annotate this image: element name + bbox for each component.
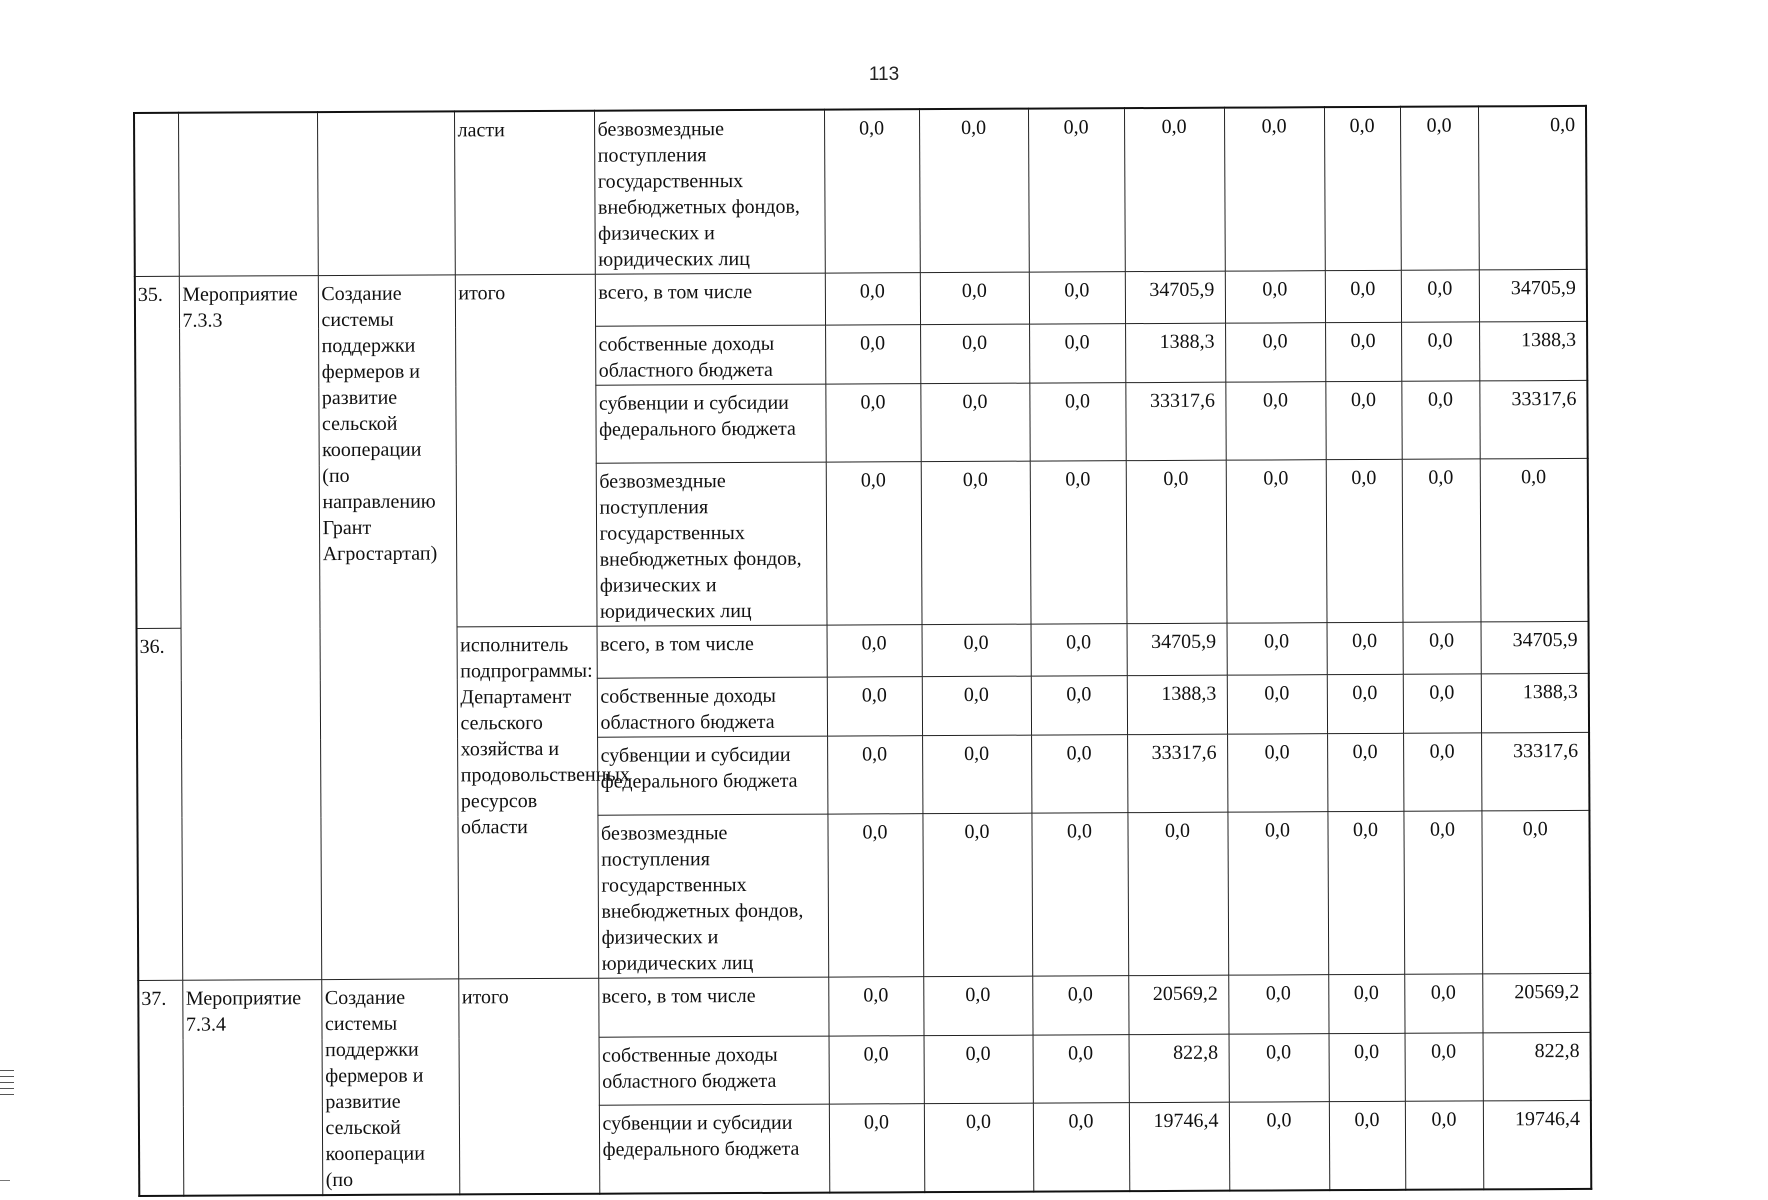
value-cell: 0,0 bbox=[826, 462, 922, 625]
executor-cell: исполнитель подпрограммы: Департамент сельского хозяйства и продовольственных ресурсов области bbox=[457, 626, 599, 979]
value-cell: 0,0 bbox=[922, 813, 1032, 977]
value-cell: 1388,3 bbox=[1481, 673, 1589, 733]
source-cell: безвозмездные поступления государственных внебюджетных фондов, физических и юридических лиц bbox=[597, 814, 828, 978]
value-cell: 0,0 bbox=[1029, 383, 1125, 461]
value-cell: 0,0 bbox=[1227, 812, 1328, 975]
executor-cell: итого bbox=[455, 274, 597, 627]
value-cell: 0,0 bbox=[827, 677, 922, 736]
value-cell: 34705,9 bbox=[1127, 623, 1227, 675]
value-cell: 0,0 bbox=[1033, 1035, 1129, 1103]
value-cell: 0,0 bbox=[920, 272, 1029, 325]
value-cell: 0,0 bbox=[1031, 676, 1127, 735]
executor-cell: ласти bbox=[454, 111, 595, 275]
value-cell: 0,0 bbox=[1401, 270, 1479, 322]
name-cell: Мероприятие 7.3.4 bbox=[182, 980, 322, 1196]
value-cell: 0,0 bbox=[829, 1036, 924, 1104]
value-cell: 0,0 bbox=[1033, 1102, 1129, 1191]
page-number: 113 bbox=[868, 64, 900, 85]
budget-table bbox=[133, 105, 1592, 1197]
description-cell: Создание системы поддержки фермеров и развитие сельской кооперации (по bbox=[321, 979, 459, 1195]
number-cell: 35. bbox=[135, 276, 181, 628]
value-cell: 0,0 bbox=[1327, 733, 1403, 811]
value-cell: 0,0 bbox=[825, 325, 920, 384]
source-cell: всего, в том числе bbox=[595, 273, 825, 326]
value-cell: 0,0 bbox=[829, 1103, 924, 1192]
value-cell: 1388,3 bbox=[1127, 675, 1227, 734]
name-cell bbox=[178, 112, 318, 276]
value-cell: 0,0 bbox=[1329, 1034, 1405, 1102]
number-cell: 36. bbox=[137, 628, 183, 980]
name-cell: Мероприятие 7.3.3 bbox=[179, 276, 321, 981]
value-cell: 33317,6 bbox=[1127, 734, 1227, 812]
scan-edge-marks bbox=[0, 1070, 14, 1100]
value-cell: 0,0 bbox=[1481, 810, 1590, 974]
value-cell: 0,0 bbox=[1403, 674, 1481, 733]
value-cell: 19746,4 bbox=[1129, 1102, 1229, 1191]
value-cell: 34705,9 bbox=[1481, 621, 1589, 674]
value-cell: 0,0 bbox=[1225, 271, 1325, 323]
source-cell: собственные доходы областного бюджета bbox=[599, 1036, 829, 1104]
value-cell: 33317,6 bbox=[1481, 732, 1589, 811]
value-cell: 0,0 bbox=[1329, 1101, 1405, 1190]
value-cell: 0,0 bbox=[825, 273, 920, 325]
value-cell: 0,0 bbox=[827, 736, 922, 814]
source-cell: собственные доходы областного бюджета bbox=[595, 325, 825, 385]
value-cell: 0,0 bbox=[1031, 624, 1127, 676]
value-cell: 0,0 bbox=[1028, 108, 1125, 272]
value-cell: 0,0 bbox=[1227, 675, 1327, 734]
value-cell: 0,0 bbox=[1401, 381, 1479, 459]
value-cell: 0,0 bbox=[921, 461, 1031, 625]
value-cell: 0,0 bbox=[825, 384, 920, 462]
value-cell: 1388,3 bbox=[1479, 321, 1587, 381]
value-cell: 0,0 bbox=[1225, 382, 1325, 460]
table-row bbox=[134, 106, 1587, 277]
source-cell: субвенции и субсидии федерального бюджета bbox=[595, 384, 825, 463]
value-cell: 0,0 bbox=[1228, 975, 1328, 1035]
value-cell: 0,0 bbox=[824, 109, 920, 273]
value-cell: 0,0 bbox=[1325, 322, 1401, 381]
value-cell: 0,0 bbox=[1029, 324, 1125, 383]
value-cell: 0,0 bbox=[1224, 107, 1325, 271]
value-cell: 0,0 bbox=[1403, 811, 1482, 974]
value-cell: 0,0 bbox=[1127, 812, 1228, 975]
value-cell: 0,0 bbox=[922, 624, 1031, 677]
value-cell: 822,8 bbox=[1129, 1034, 1229, 1102]
value-cell: 0,0 bbox=[920, 324, 1029, 384]
value-cell: 20569,2 bbox=[1482, 973, 1590, 1033]
description-cell bbox=[317, 111, 455, 275]
value-cell: 0,0 bbox=[1229, 1101, 1329, 1190]
value-cell: 0,0 bbox=[1227, 734, 1327, 812]
value-cell: 0,0 bbox=[1325, 270, 1401, 322]
source-cell: безвозмездные поступления государственных внебюджетных фондов, физических и юридических лиц bbox=[594, 110, 825, 275]
value-cell: 0,0 bbox=[1029, 272, 1125, 324]
value-cell: 0,0 bbox=[1402, 459, 1481, 622]
value-cell: 1388,3 bbox=[1125, 323, 1225, 382]
value-cell: 0,0 bbox=[1327, 811, 1404, 974]
value-cell: 0,0 bbox=[1031, 735, 1127, 813]
value-cell: 0,0 bbox=[922, 735, 1031, 814]
value-cell: 822,8 bbox=[1483, 1033, 1591, 1101]
value-cell: 0,0 bbox=[1229, 1034, 1329, 1102]
value-cell: 0,0 bbox=[1226, 460, 1327, 623]
value-cell: 0,0 bbox=[1325, 381, 1401, 459]
number-cell: 37. bbox=[138, 980, 183, 1196]
scan-artifact-line bbox=[0, 1180, 10, 1181]
value-cell: 19746,4 bbox=[1483, 1100, 1591, 1189]
value-cell: 0,0 bbox=[1227, 623, 1327, 675]
value-cell: 0,0 bbox=[920, 383, 1029, 462]
value-cell: 0,0 bbox=[1327, 622, 1403, 674]
value-cell: 0,0 bbox=[1225, 323, 1325, 382]
value-cell: 0,0 bbox=[1480, 458, 1589, 622]
value-cell: 0,0 bbox=[1030, 461, 1127, 624]
value-cell: 0,0 bbox=[1400, 106, 1479, 270]
value-cell: 0,0 bbox=[1328, 974, 1404, 1034]
value-cell: 0,0 bbox=[1403, 622, 1481, 674]
value-cell: 0,0 bbox=[1326, 459, 1403, 622]
value-cell: 0,0 bbox=[922, 676, 1031, 736]
value-cell: 0,0 bbox=[1031, 813, 1128, 976]
value-cell: 0,0 bbox=[1032, 976, 1128, 1036]
value-cell: 0,0 bbox=[1405, 1100, 1483, 1189]
value-cell: 0,0 bbox=[924, 1035, 1033, 1103]
value-cell: 0,0 bbox=[923, 976, 1032, 1036]
value-cell: 34705,9 bbox=[1479, 269, 1587, 322]
value-cell: 34705,9 bbox=[1125, 271, 1225, 323]
value-cell: 20569,2 bbox=[1128, 975, 1228, 1035]
value-cell: 0,0 bbox=[924, 1103, 1033, 1192]
value-cell: 0,0 bbox=[1401, 322, 1479, 381]
value-cell: 0,0 bbox=[1324, 107, 1401, 271]
value-cell: 0,0 bbox=[827, 814, 923, 977]
value-cell: 33317,6 bbox=[1125, 382, 1225, 460]
value-cell: 33317,6 bbox=[1479, 380, 1587, 459]
table-row bbox=[135, 269, 1587, 328]
number-cell bbox=[134, 113, 179, 277]
description-cell: Создание системы поддержки фермеров и развитие сельской кооперации (по направлению Грант Агростартап) bbox=[318, 275, 458, 980]
value-cell: 0,0 bbox=[828, 977, 923, 1037]
source-cell: безвозмездные поступления государственных внебюджетных фондов, физических и юридических лиц bbox=[596, 462, 827, 626]
value-cell: 0,0 bbox=[919, 109, 1029, 273]
source-cell: всего, в том числе bbox=[598, 977, 828, 1037]
source-cell: субвенции и субсидии федерального бюджета bbox=[599, 1104, 829, 1194]
value-cell: 0,0 bbox=[1478, 106, 1587, 270]
value-cell: 0,0 bbox=[1124, 108, 1225, 272]
value-cell: 0,0 bbox=[1403, 733, 1481, 811]
value-cell: 0,0 bbox=[1126, 460, 1227, 623]
source-cell: собственные доходы областного бюджета bbox=[597, 677, 827, 737]
source-cell: всего, в том числе bbox=[597, 625, 827, 678]
table-row bbox=[138, 973, 1590, 1039]
value-cell: 0,0 bbox=[827, 625, 922, 677]
value-cell: 0,0 bbox=[1327, 674, 1403, 733]
value-cell: 0,0 bbox=[1404, 974, 1482, 1034]
source-cell: субвенции и субсидии федерального бюджета bbox=[597, 736, 827, 815]
value-cell: 0,0 bbox=[1405, 1033, 1483, 1101]
executor-cell: итого bbox=[458, 978, 599, 1194]
